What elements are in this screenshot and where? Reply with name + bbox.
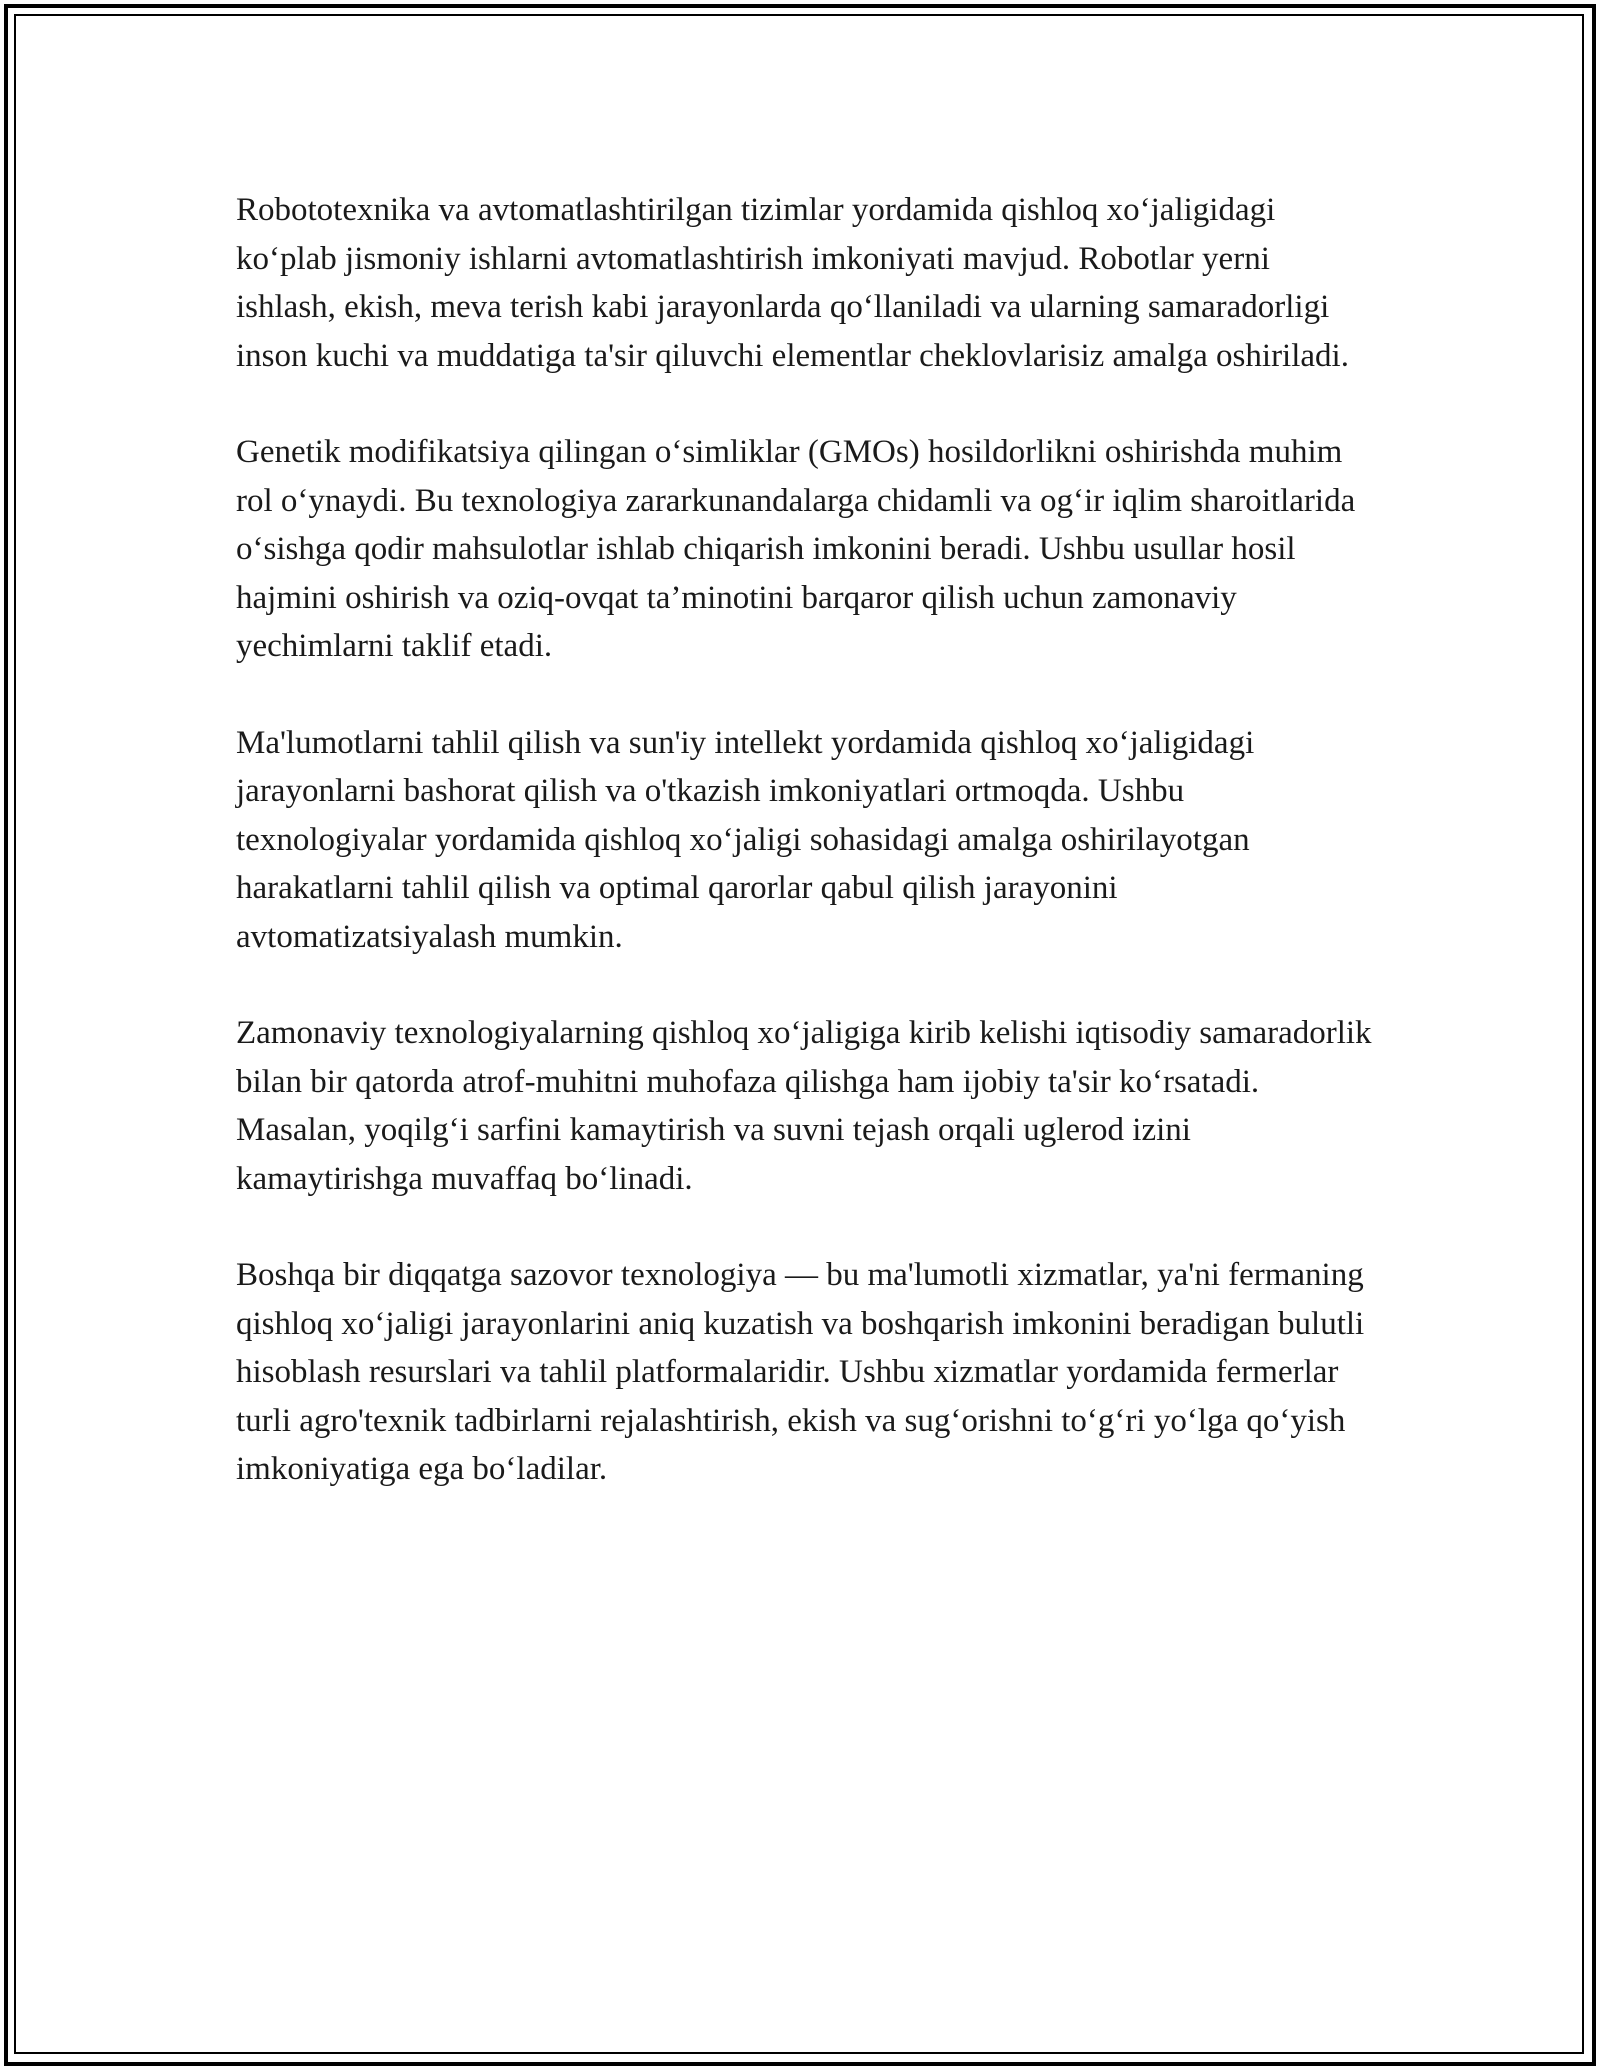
paragraph-gmo: Genetik modifikatsiya qilingan o‘simliklar (GMOs) hosildorlikni oshirishda muhim rol o‘ynaydi. Bu texnologiya zararkunandalarga chidamli va og‘ir iqlim sharoitlarida o‘sishga qodir mahsulotlar ishlab chiqarish imkonini beradi. Ushbu usullar hosil hajmini oshirish va oziq-ovqat ta’minotini barqaror qilish uchun zamonaviy yechimlarni taklif etadi. — [236, 434, 1356, 664]
paragraph-robotics: Robototexnika va avtomatlashtirilgan tizimlar yordamida qishloq xo‘jaligidagi ko‘plab jismoniy ishlarni avtomatlashtirish imkoniyati mavjud. Robotlar yerni ishlash, ekish, meva terish kabi jarayonlarda qo‘llaniladi va ularning samaradorligi inson kuchi va muddatiga ta'sir qiluvchi elementlar cheklovlarisiz amalga oshiriladi. — [236, 192, 1349, 374]
paragraph-environment: Zamonaviy texnologiyalarning qishloq xo‘jaligiga kirib kelishi iqtisodiy samaradorlik bilan bir qatorda atrof-muhitni muhofaza qilishga ham ijobiy ta'sir ko‘rsatadi. Masalan, yoqilg‘i sarfini kamaytirish va suvni tejash orqali uglerod izini kamaytirishga muvaffaq bo‘linadi. — [236, 1015, 1372, 1197]
paragraph-cloud-services: Boshqa bir diqqatga sazovor texnologiya — bu ma'lumotli xizmatlar, ya'ni fermaning qishloq xo‘jaligi jarayonlarini aniq kuzatish va boshqarish imkonini beradigan bulutli hisoblash resurslari va tahlil platformalaridir. Ushbu xizmatlar yordamida fermerlar turli agro'texnik tadbirlarni rejalashtirish, ekish va sug‘orishni to‘g‘ri yo‘lga qo‘yish imkoniyatiga ega bo‘ladilar. — [236, 1257, 1365, 1487]
paragraph-data-ai: Ma'lumotlarni tahlil qilish va sun'iy intellekt yordamida qishloq xo‘jaligidagi jarayonlarni bashorat qilish va o'tkazish imkoniyatlari ortmoqda. Ushbu texnologiyalar yordamida qishloq xo‘jaligi sohasidagi amalga oshirilayotgan harakatlarni tahlil qilish va optimal qarorlar qabul qilish jarayonini avtomatizatsiyalash mumkin. — [236, 724, 1255, 955]
document-body — [236, 186, 1376, 1542]
